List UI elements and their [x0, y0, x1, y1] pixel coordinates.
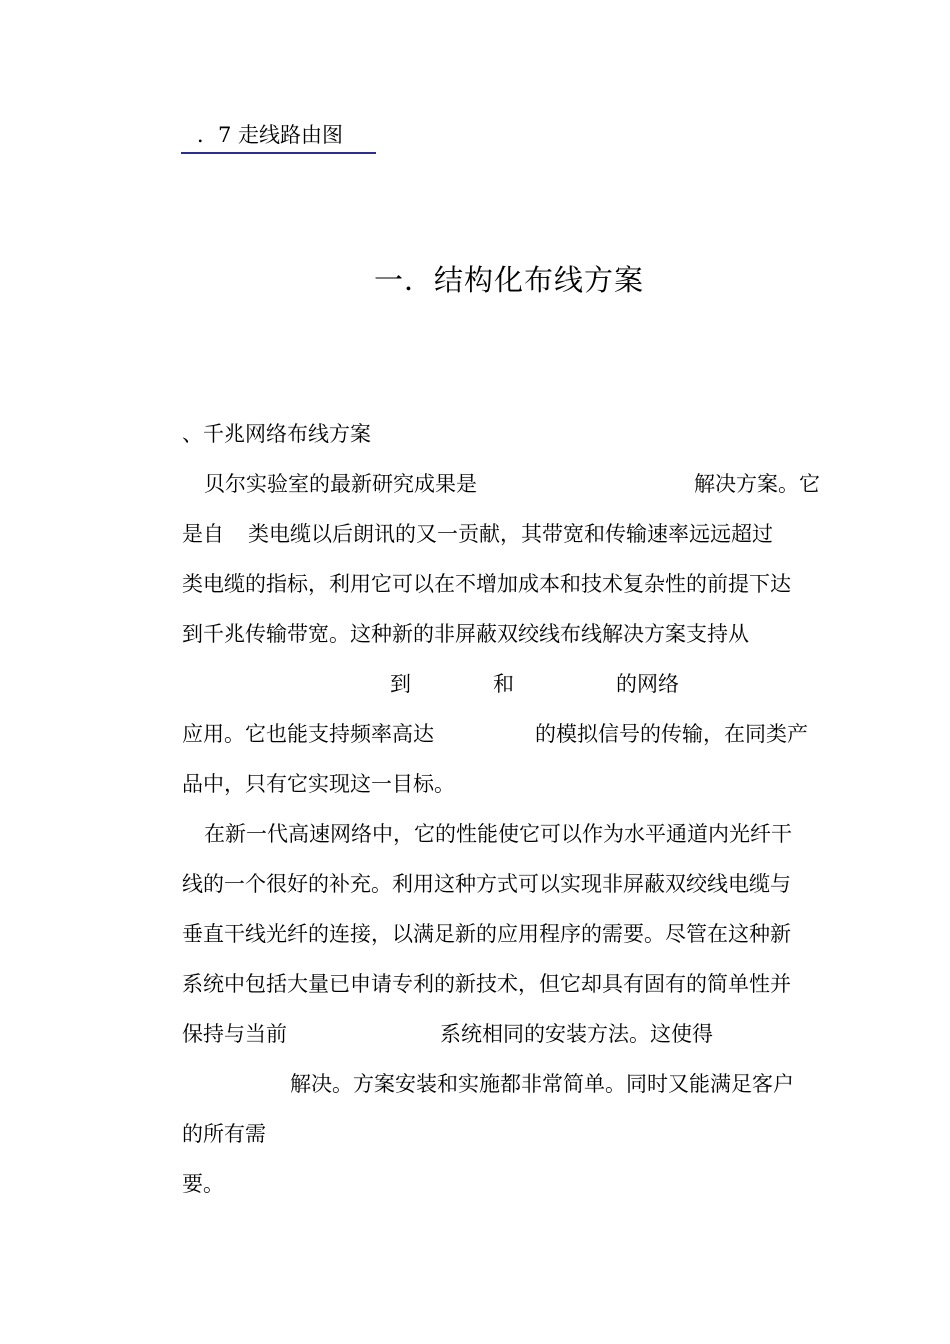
paragraph1-line1-start: 贝尔实验室的最新研究成果是: [204, 472, 477, 496]
paragraph1-line2-end: 类电缆以后朗讯的又一贡献，其带宽和传输速率远远超过: [248, 522, 773, 546]
paragraph1-line7: 品中，只有它实现这一目标。: [182, 772, 455, 796]
paragraph1-line5-part3: 的网络: [616, 672, 679, 696]
paragraph2-line1: 在新一代高速网络中，它的性能使它可以作为水平通道内光纤干: [204, 822, 792, 846]
paragraph1-line5-part1: 到: [390, 672, 411, 696]
paragraph2-line7: 的所有需: [182, 1122, 266, 1146]
paragraph1-line6-end: 的模拟信号的传输，在同类产: [535, 722, 808, 746]
paragraph1-line1-end: 解决方案。它: [694, 472, 820, 496]
paragraph1-line2-start: 是自: [182, 522, 224, 546]
paragraph1-line3: 类电缆的指标，利用它可以在不增加成本和技术复杂性的前提下达: [182, 572, 791, 596]
paragraph2-line6: 解决。方案安装和实施都非常简单。同时又能满足客户: [290, 1072, 794, 1096]
toc-entry-text[interactable]: ．7 走线路由图: [197, 123, 344, 147]
chapter-title: 一．结构化布线方案: [374, 263, 645, 297]
paragraph2-line3: 垂直干线光纤的连接，以满足新的应用程序的需要。尽管在这种新: [182, 922, 791, 946]
toc-entry[interactable]: [181, 118, 376, 154]
paragraph2-line4: 系统中包括大量已申请专利的新技术，但它却具有固有的简单性并: [182, 972, 791, 996]
paragraph1-line4: 到千兆传输带宽。这种新的非屏蔽双绞线布线解决方案支持从: [182, 622, 749, 646]
paragraph2-line8: 要。: [182, 1172, 224, 1196]
paragraph2-line5-end: 系统相同的安装方法。这使得: [440, 1022, 713, 1046]
paragraph2-line2: 线的一个很好的补充。利用这种方式可以实现非屏蔽双绞线电缆与: [182, 872, 791, 896]
paragraph2-line5-start: 保持与当前: [182, 1022, 287, 1046]
paragraph1-line6-start: 应用。它也能支持频率高达: [182, 722, 434, 746]
section-heading: 、千兆网络布线方案: [182, 422, 371, 446]
paragraph1-line5-part2: 和: [493, 672, 514, 696]
